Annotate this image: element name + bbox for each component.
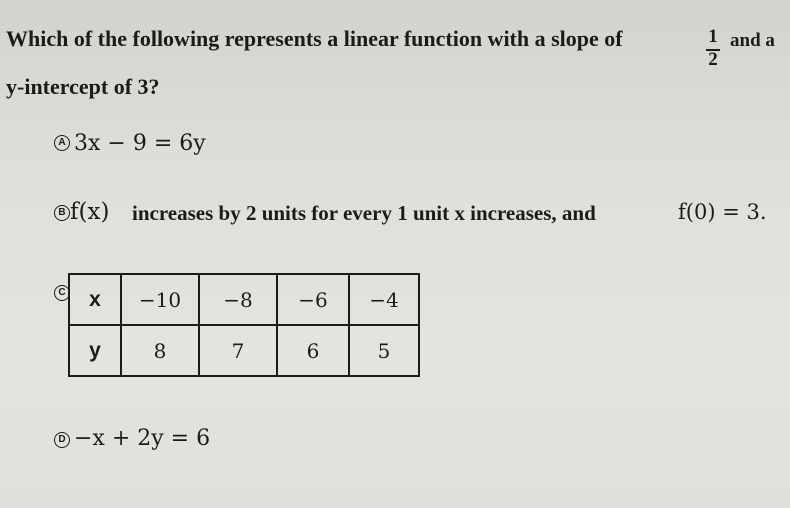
- table-cell: 6: [277, 325, 349, 376]
- table-cell: −10: [121, 274, 199, 325]
- option-a-equation: [74, 131, 206, 156]
- table-header-x: x: [69, 274, 121, 325]
- table-cell: −4: [349, 274, 419, 325]
- table-cell: −6: [277, 274, 349, 325]
- option-b-function: f(x): [70, 199, 110, 225]
- fraction-numerator: 1: [708, 26, 718, 47]
- option-b-letter[interactable]: B: [54, 205, 70, 221]
- question-line-2: y-intercept of 3?: [6, 74, 160, 99]
- option-c-letter[interactable]: C: [54, 285, 70, 301]
- table-cell: 7: [199, 325, 277, 376]
- slope-fraction: [705, 26, 721, 70]
- table-cell: 5: [349, 325, 419, 376]
- question-line-1: Which of the following represents a linear function with a slope of: [6, 26, 623, 51]
- table-cell: 8: [121, 325, 199, 376]
- option-a-letter[interactable]: A: [54, 135, 70, 151]
- option-a-equation-text: 3x − 9 = 6y: [74, 131, 206, 156]
- question-line-1-end: and a: [730, 30, 775, 51]
- option-c-table: [68, 273, 420, 377]
- option-d-equation: −x + 2y = 6: [74, 426, 211, 451]
- table-row-x: [69, 274, 419, 325]
- table-cell: −8: [199, 274, 277, 325]
- option-b-text: increases by 2 units for every 1 unit x increases, and: [132, 201, 596, 225]
- option-d-letter[interactable]: D: [54, 432, 70, 448]
- table-header-y: y: [69, 325, 121, 376]
- table-row-y: [69, 325, 419, 376]
- option-b-value: f(0) = 3.: [678, 200, 767, 224]
- fraction-denominator: 2: [708, 49, 718, 70]
